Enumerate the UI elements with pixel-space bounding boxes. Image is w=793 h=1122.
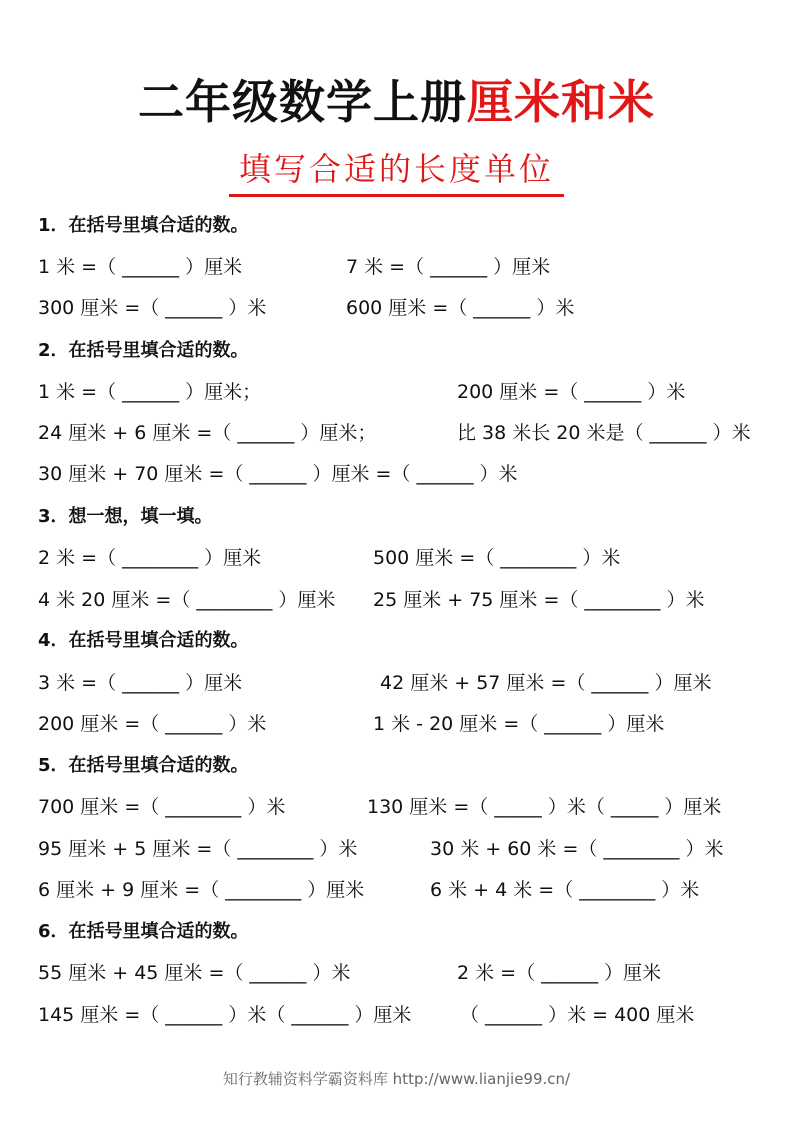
title-main: 二年级数学上册	[138, 75, 467, 129]
question-4-1b: 42 厘米 + 57 厘米 =（ ______ ）厘米	[380, 672, 712, 694]
section-4-heading: 4．在括号里填合适的数。	[38, 630, 249, 651]
page-title	[0, 72, 793, 132]
question-4-2b: 1 米 - 20 厘米 =（ ______ ）厘米	[373, 713, 665, 735]
question-2-3a: 30 厘米 + 70 厘米 =（ ______ ）厘米 =（ ______ ）米	[38, 463, 518, 485]
title-highlight: 厘米和米	[467, 75, 655, 129]
question-1-1b: 7 米 =（ ______ ）厘米	[346, 256, 551, 278]
question-2-2b: 比 38 米长 20 米是（ ______ ）米	[457, 422, 751, 444]
question-5-2b: 30 米 + 60 米 =（ ________ ）米	[430, 838, 724, 860]
section-2-heading: 2．在括号里填合适的数。	[38, 340, 249, 361]
section-6-heading: 6．在括号里填合适的数。	[38, 921, 249, 942]
question-3-2b: 25 厘米 + 75 厘米 =（ ________ ）米	[373, 589, 705, 611]
question-3-1b: 500 厘米 =（ ________ ）米	[373, 547, 621, 569]
question-1-2b: 600 厘米 =（ ______ ）米	[346, 297, 575, 319]
question-3-1a: 2 米 =（ ________ ）厘米	[38, 547, 262, 569]
question-2-2a: 24 厘米 + 6 厘米 =（ ______ ）厘米；	[38, 422, 377, 444]
question-5-2a: 95 厘米 + 5 厘米 =（ ________ ）米	[38, 838, 358, 860]
section-1-heading: 1．在括号里填合适的数。	[38, 215, 249, 236]
footer-watermark: 知行教辅资料学霸资料库 http://www.lianjie99.cn/	[222, 1070, 571, 1088]
subtitle-block	[0, 148, 793, 197]
question-5-3a: 6 厘米 + 9 厘米 =（ ________ ）厘米	[38, 879, 365, 901]
section-3-heading: 3．想一想，填一填。	[38, 506, 213, 527]
question-4-2a: 200 厘米 =（ ______ ）米	[38, 713, 267, 735]
question-6-1a: 55 厘米 + 45 厘米 =（ ______ ）米	[38, 962, 351, 984]
question-6-1b: 2 米 =（ ______ ）厘米	[457, 962, 662, 984]
question-2-1a: 1 米 =（ ______ ）厘米；	[38, 381, 262, 403]
question-4-1a: 3 米 =（ ______ ）厘米	[38, 672, 243, 694]
question-6-2a: 145 厘米 =（ ______ ）米（ ______ ）厘米	[38, 1004, 412, 1026]
question-6-2b: （ ______ ）米 = 400 厘米	[460, 1004, 695, 1026]
question-2-1b: 200 厘米 =（ ______ ）米	[457, 381, 686, 403]
question-1-1a: 1 米 =（ ______ ）厘米	[38, 256, 243, 278]
subtitle: 填写合适的长度单位	[229, 148, 564, 197]
question-5-1b: 130 厘米 =（ _____ ）米（ _____ ）厘米	[367, 796, 722, 818]
section-5-heading: 5．在括号里填合适的数。	[38, 755, 249, 776]
question-5-3b: 6 米 + 4 米 =（ ________ ）米	[430, 879, 700, 901]
question-1-2a: 300 厘米 =（ ______ ）米	[38, 297, 267, 319]
question-5-1a: 700 厘米 =（ ________ ）米	[38, 796, 286, 818]
question-3-2a: 4 米 20 厘米 =（ ________ ）厘米	[38, 589, 336, 611]
